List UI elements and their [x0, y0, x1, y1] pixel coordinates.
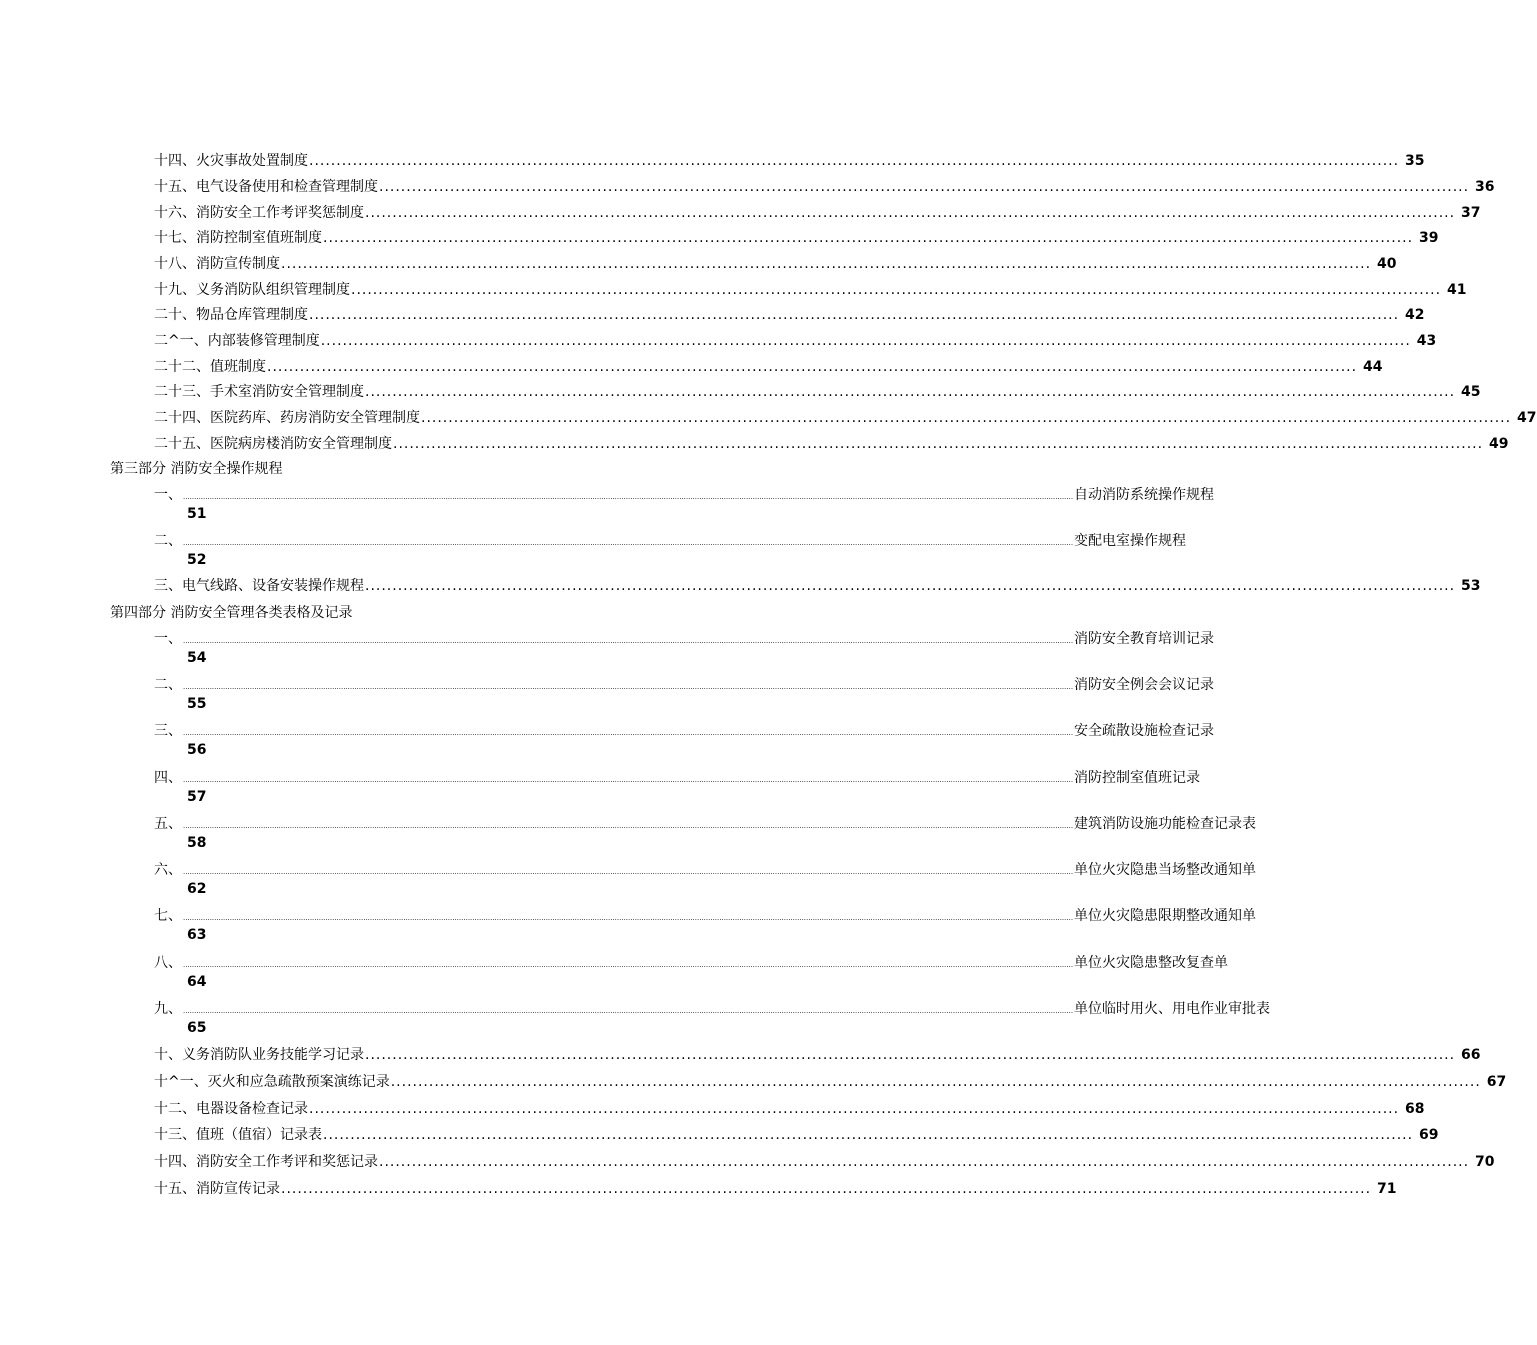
toc-entry-label: 十五、电气设备使用和检查管理制度 — [154, 179, 378, 195]
toc-entry-label: 二十、物品仓库管理制度 — [154, 307, 308, 323]
toc-entry-page: 37 — [1461, 205, 1481, 221]
toc-entry-label: 十、义务消防队业务技能学习记录 — [154, 1047, 364, 1063]
toc-entry-page: 41 — [1447, 282, 1467, 298]
toc-entry-label: 十二、电器设备检查记录 — [154, 1101, 308, 1117]
dot-leader: ........................................................................................................................................................................................................ — [309, 307, 1400, 323]
toc-entry-page: 53 — [1461, 578, 1481, 594]
toc-entry-page: 56 — [187, 742, 207, 758]
dot-leader: ........................................................................................................................................................................................................ — [365, 1047, 1456, 1063]
toc-entry-label: 二十四、医院药库、药房消防安全管理制度 — [154, 410, 420, 426]
toc-entry[interactable] — [154, 1073, 1507, 1091]
toc-entry-number: 九、 — [154, 1001, 182, 1017]
toc-entry[interactable] — [154, 332, 1437, 350]
toc-entry-page: 63 — [187, 927, 207, 943]
toc-entry-page: 36 — [1475, 179, 1495, 195]
dot-leader: ........................................................................................................................................................................................................ — [393, 436, 1484, 452]
toc-entry-page: 67 — [1486, 1074, 1507, 1090]
toc-entry[interactable] — [154, 409, 1537, 427]
toc-entry-page: 55 — [187, 696, 207, 712]
toc-entry-title: 安全疏散设施检查记录 — [1074, 723, 1215, 739]
toc-entry-wrapped[interactable] — [154, 722, 1215, 770]
toc-entry-number: 八、 — [154, 955, 182, 971]
toc-entry[interactable] — [154, 204, 1481, 222]
dot-leader: ................................................................................................................................................................................................................................................................................................................................................................................................................ — [183, 914, 1074, 922]
toc-entry[interactable] — [154, 306, 1425, 324]
dot-leader: ........................................................................................................................................................................................................ — [281, 1181, 1372, 1197]
dot-leader: ........................................................................................................................................................................................................ — [309, 1101, 1400, 1117]
dot-leader: ................................................................................................................................................................................................................................................................................................................................................................................................................ — [183, 868, 1074, 876]
toc-entry-wrapped[interactable] — [154, 676, 1215, 724]
toc-entry-label: 二十二、值班制度 — [154, 359, 266, 375]
toc-entry-page: 69 — [1419, 1127, 1439, 1143]
toc-entry-page: 70 — [1475, 1154, 1495, 1170]
dot-leader: ........................................................................................................................................................................................................ — [379, 1154, 1470, 1170]
toc-entry-wrapped[interactable] — [154, 532, 1187, 580]
toc-entry[interactable] — [154, 1180, 1397, 1198]
toc-entry-page: 62 — [187, 881, 207, 897]
toc-entry[interactable] — [154, 1046, 1481, 1064]
toc-entry-label: 十七、消防控制室值班制度 — [154, 230, 322, 246]
toc-entry-title: 单位临时用火、用电作业审批表 — [1074, 1001, 1271, 1017]
dot-leader: ........................................................................................................................................................................................................ — [320, 333, 1411, 349]
toc-entry-page: 68 — [1405, 1101, 1425, 1117]
toc-entry-number: 二、 — [154, 533, 182, 549]
toc-entry[interactable] — [154, 1126, 1439, 1144]
toc-entry-number: 三、 — [154, 723, 182, 739]
toc-entry-title: 消防控制室值班记录 — [1074, 770, 1201, 786]
toc-entry-number: 七、 — [154, 908, 182, 924]
toc-entry-page: 49 — [1489, 436, 1509, 452]
toc-entry-page: 44 — [1363, 359, 1383, 375]
toc-entry-page: 66 — [1461, 1047, 1481, 1063]
toc-entry-wrapped[interactable] — [154, 769, 1201, 817]
toc-entry-page: 52 — [187, 552, 207, 568]
toc-entry-wrapped[interactable] — [154, 954, 1229, 1002]
toc-entry-label: 二十三、手术室消防安全管理制度 — [154, 384, 364, 400]
dot-leader: ........................................................................................................................................................................................................ — [421, 410, 1512, 426]
section-heading-part3: 第三部分 消防安全操作规程 — [110, 461, 283, 477]
toc-entry-page: 71 — [1377, 1181, 1397, 1197]
toc-entry-page: 64 — [187, 974, 207, 990]
dot-leader: ................................................................................................................................................................................................................................................................................................................................................................................................................ — [183, 539, 1074, 547]
toc-entry-page: 65 — [187, 1020, 207, 1036]
toc-entry-label: 二^一、内部装修管理制度 — [154, 333, 320, 349]
toc-entry[interactable] — [154, 229, 1439, 247]
toc-entry[interactable] — [154, 435, 1509, 453]
dot-leader: ................................................................................................................................................................................................................................................................................................................................................................................................................ — [183, 729, 1074, 737]
toc-entry-label: 十四、消防安全工作考评和奖惩记录 — [154, 1154, 378, 1170]
toc-entry[interactable] — [154, 1153, 1495, 1171]
toc-entry[interactable] — [154, 255, 1397, 273]
toc-entry-number: 四、 — [154, 770, 182, 786]
toc-entry[interactable] — [154, 358, 1383, 376]
dot-leader: ................................................................................................................................................................................................................................................................................................................................................................................................................ — [183, 776, 1074, 784]
dot-leader: ........................................................................................................................................................................................................ — [309, 153, 1400, 169]
toc-entry[interactable] — [154, 281, 1467, 299]
dot-leader: ................................................................................................................................................................................................................................................................................................................................................................................................................ — [183, 683, 1074, 691]
dot-leader: ................................................................................................................................................................................................................................................................................................................................................................................................................ — [183, 1007, 1074, 1015]
toc-entry-number: 一、 — [154, 487, 182, 503]
toc-entry-title: 单位火灾隐患限期整改通知单 — [1074, 908, 1257, 924]
toc-entry-label: 十九、义务消防队组织管理制度 — [154, 282, 350, 298]
toc-entry-title: 单位火灾隐患整改复查单 — [1074, 955, 1229, 971]
dot-leader: ................................................................................................................................................................................................................................................................................................................................................................................................................ — [183, 493, 1074, 501]
toc-entry-label: 二十五、医院病房楼消防安全管理制度 — [154, 436, 392, 452]
dot-leader: ........................................................................................................................................................................................................ — [323, 230, 1414, 246]
toc-entry-page: 35 — [1405, 153, 1425, 169]
toc-entry-title: 单位火灾隐患当场整改通知单 — [1074, 862, 1257, 878]
toc-entry[interactable] — [154, 577, 1481, 595]
dot-leader: ................................................................................................................................................................................................................................................................................................................................................................................................................ — [183, 637, 1074, 645]
toc-entry-wrapped[interactable] — [154, 815, 1257, 863]
toc-entry-title: 变配电室操作规程 — [1074, 533, 1187, 549]
dot-leader: ........................................................................................................................................................................................................ — [351, 282, 1442, 298]
toc-entry-title: 消防安全例会会议记录 — [1074, 677, 1215, 693]
toc-entry-wrapped[interactable] — [154, 861, 1257, 909]
dot-leader: ........................................................................................................................................................................................................ — [281, 256, 1372, 272]
toc-entry-title: 消防安全教育培训记录 — [1074, 631, 1215, 647]
toc-entry-label: 十四、火灾事故处置制度 — [154, 153, 308, 169]
toc-entry-page: 42 — [1405, 307, 1425, 323]
section-heading-part4: 第四部分 消防安全管理各类表格及记录 — [110, 605, 353, 621]
toc-entry-number: 一、 — [154, 631, 182, 647]
toc-entry-page: 57 — [187, 789, 207, 805]
toc-entry-page: 43 — [1416, 333, 1437, 349]
toc-entry-page: 39 — [1419, 230, 1439, 246]
toc-entry-label: 十三、值班（值宿）记录表 — [154, 1127, 322, 1143]
dot-leader: ........................................................................................................................................................................................................ — [365, 384, 1456, 400]
toc-entry-label: 三、电气线路、设备安装操作规程 — [154, 578, 364, 594]
toc-entry-number: 五、 — [154, 816, 182, 832]
toc-entry-title: 自动消防系统操作规程 — [1074, 487, 1215, 503]
toc-entry-page: 40 — [1377, 256, 1397, 272]
toc-entry-label: 十六、消防安全工作考评奖惩制度 — [154, 205, 364, 221]
dot-leader: ................................................................................................................................................................................................................................................................................................................................................................................................................ — [183, 822, 1074, 830]
dot-leader: ........................................................................................................................................................................................................ — [379, 179, 1470, 195]
toc-entry-wrapped[interactable] — [154, 1000, 1271, 1048]
toc-entry-wrapped[interactable] — [154, 907, 1257, 955]
toc-entry-wrapped[interactable] — [154, 630, 1215, 678]
toc-entry-page: 51 — [187, 506, 207, 522]
toc-entry-page: 45 — [1461, 384, 1481, 400]
toc-entry[interactable] — [154, 178, 1495, 196]
toc-entry-wrapped[interactable] — [154, 486, 1215, 534]
toc-entry-page: 47 — [1517, 410, 1537, 426]
toc-entry-number: 六、 — [154, 862, 182, 878]
toc-entry-page: 58 — [187, 835, 207, 851]
toc-entry-number: 二、 — [154, 677, 182, 693]
dot-leader: ........................................................................................................................................................................................................ — [390, 1074, 1481, 1090]
toc-entry-title: 建筑消防设施功能检查记录表 — [1074, 816, 1257, 832]
dot-leader: ................................................................................................................................................................................................................................................................................................................................................................................................................ — [183, 961, 1074, 969]
dot-leader: ........................................................................................................................................................................................................ — [365, 205, 1456, 221]
toc-entry[interactable] — [154, 1100, 1425, 1118]
dot-leader: ........................................................................................................................................................................................................ — [323, 1127, 1414, 1143]
dot-leader: ........................................................................................................................................................................................................ — [267, 359, 1358, 375]
toc-entry[interactable] — [154, 152, 1425, 170]
toc-entry-label: 十八、消防宣传制度 — [154, 256, 280, 272]
dot-leader: ........................................................................................................................................................................................................ — [365, 578, 1456, 594]
toc-entry[interactable] — [154, 383, 1481, 401]
toc-entry-label: 十^一、灭火和应急疏散预案演练记录 — [154, 1074, 390, 1090]
toc-entry-page: 54 — [187, 650, 207, 666]
toc-entry-label: 十五、消防宣传记录 — [154, 1181, 280, 1197]
